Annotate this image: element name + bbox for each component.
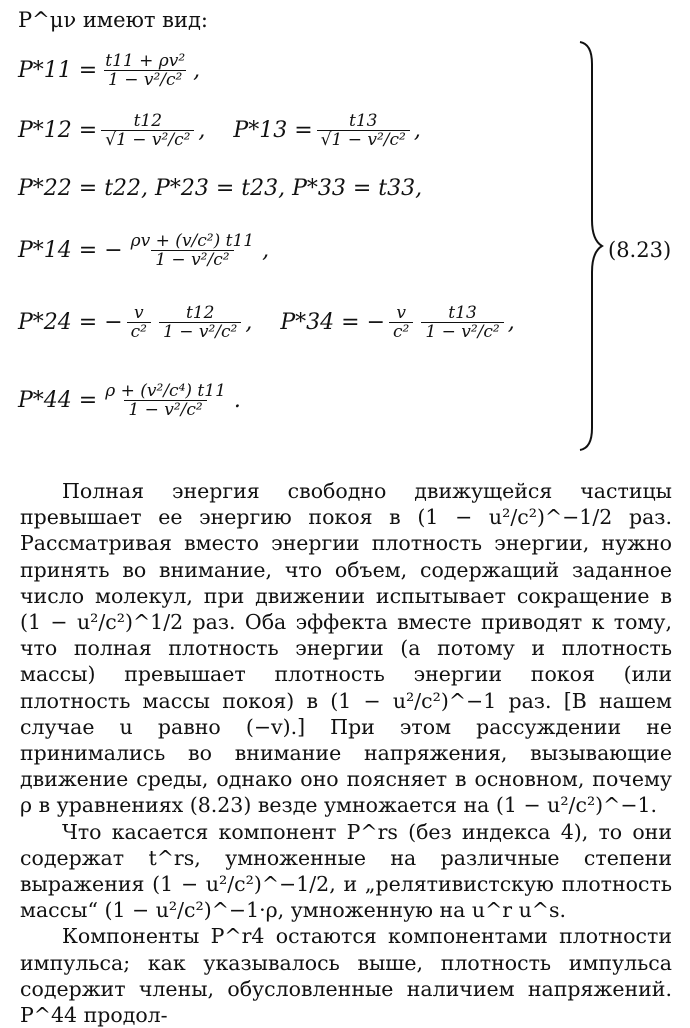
equation-row-5 [18,304,515,341]
equation-lhs: P*14 = − [18,238,123,263]
numerator: v [396,303,406,323]
fraction [101,112,194,149]
equation-lhs: P*34 = − [280,310,386,335]
numerator: t13 [448,303,477,323]
equation-tail: , [262,238,270,263]
equation-row-2 [18,112,421,149]
denominator: 1 − v²/c² [159,322,241,341]
equation-lhs: P*24 = − [18,310,123,335]
fraction [101,382,230,419]
paragraph: Что касается компонент P^rs (без индекса 4), то они содержат t^rs, умноженные на различные степени выражения (1 − u²/c²)^−1/2, и „релятивистскую плотность массы“ (1 − u²/c²)^−1·ρ, умноженную на u^r u^s. [20,819,672,923]
coefficient-fraction [127,304,151,341]
equation-lhs: P*12 = [18,118,98,143]
numerator: t12 [133,111,163,131]
equation-tail: , [193,58,201,83]
fraction [317,112,410,149]
numerator: t13 [349,111,378,131]
equation-number: (8.23) [608,238,672,262]
equation-tail: , [245,310,253,335]
denominator: 1 − v²/c² [104,70,186,89]
paragraph: Компоненты P^r4 остаются компонентами плотности импульса; как указывалось выше, плотность импульса содержит члены, обусловленные наличием напряжений. P^44 продол- [20,924,672,1028]
denominator: √1 − v²/c² [101,130,194,149]
fraction [101,52,189,89]
numerator: ρ + (v²/c⁴) t11 [105,381,226,401]
numerator: t12 [185,303,215,323]
denominator: c² [389,322,413,341]
equation-row-3: P*22 = t22, P*23 = t23, P*33 = t33, [18,176,423,201]
fraction [421,304,503,341]
fraction [159,304,241,341]
denominator: 1 − v²/c² [151,250,233,269]
fraction [127,232,258,269]
equation-p14 [18,232,269,269]
denominator: 1 − v²/c² [421,322,503,341]
denominator: c² [127,322,151,341]
equation-lhs: P*13 = [233,118,313,143]
equation-lhs: P*11 = [18,58,98,83]
equation-tail: , [413,118,421,143]
intro-line: P^μν имеют вид: [18,8,208,32]
equation-tail: . [233,388,241,413]
equation-lhs: P*44 = [18,388,98,413]
equation-p44 [18,382,241,419]
denominator: √1 − v²/c² [317,130,410,149]
numerator: v [134,303,144,323]
numerator: ρv + (v/c²) t11 [130,231,255,251]
numerator: t11 + ρv² [105,51,186,71]
body-text [20,478,672,1028]
equation-p11 [18,52,200,89]
right-brace-icon [576,40,606,452]
coefficient-fraction [389,304,413,341]
equation-tail: , [198,118,206,143]
paragraph: Полная энергия свободно движущейся частицы превышает ее энергию покоя в (1 − u²/c²)^−1/2 раз. Рассматривая вместо энергии плотность энергии, нужно принять во внимание, что объем, содержащий заданное число молекул, при движении испытывает сокращение в (1 − u²/c²)^1/2 раз. Оба эффекта вместе приводят к тому, что полная плотность энергии (а потому и плотность массы) превышает плотность энергии покоя (или плотность массы покоя) в (1 − u²/c²)^−1 раз. [В нашем случае u равно (−v).] При этом рассуждении не принимались во внимание напряжения, вызывающие движение среды, однако оно поясняет в основном, почему ρ в уравнениях (8.23) везде умножается на (1 − u²/c²)^−1. [20,479,672,818]
denominator: 1 − v²/c² [124,400,206,419]
equation-tail: , [507,310,515,335]
